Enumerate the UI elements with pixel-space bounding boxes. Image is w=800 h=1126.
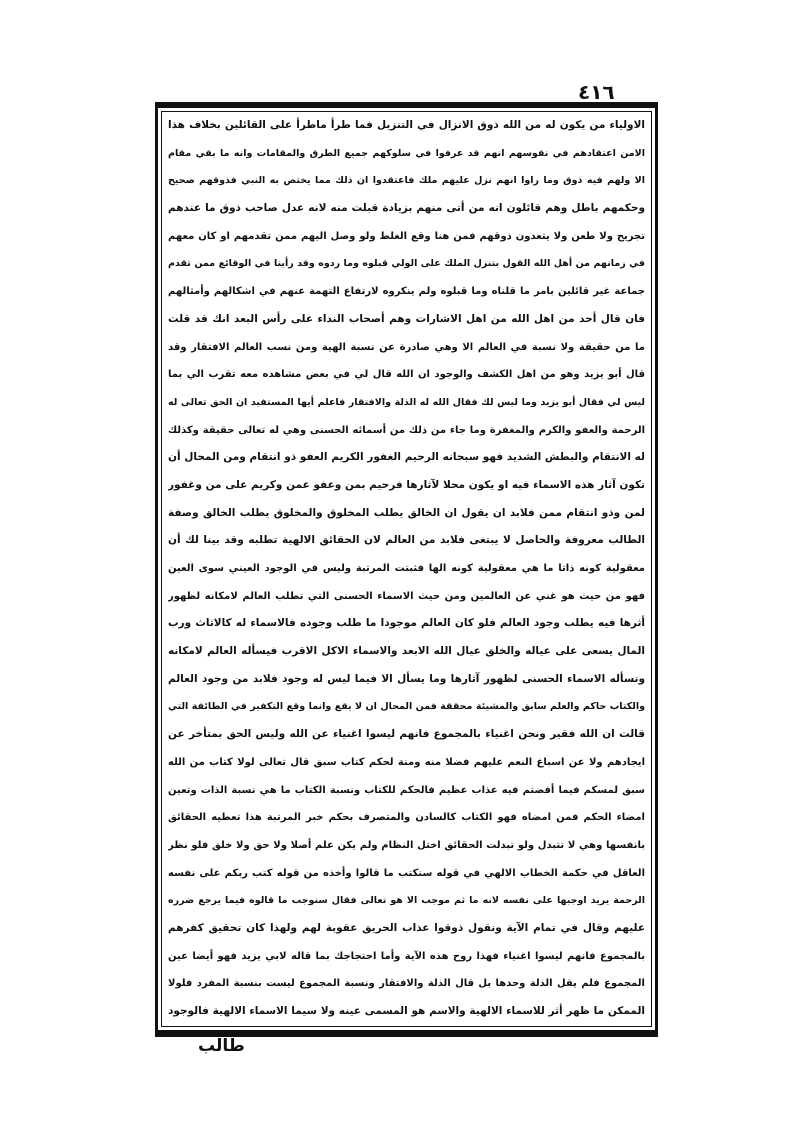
text-line: امضاء الحكم فمن امضاه فهو الكتاب كالسادن والمتصرف بحكم خبر المرتبة هذا تعطيه الحقائق [168, 812, 645, 824]
text-line: الطالب معروفة والحاصل لا يبتغى فلابد من العالم لان الحقائق الالهية تطلبه وقد بينا لك أن [168, 534, 645, 547]
text-line: تكون آثار هذه الاسماء فيه او يكون محلا لآثارها فرحيم بمن وعفو عمن وكريم على من وغفور [168, 478, 645, 491]
text-line: أثرها فيه يطلب وجود العالم فلو كان العالم موجودا ما طلب وجوده فالاسماء له كالاثاث ورب [168, 617, 645, 630]
text-line: وتسأله الاسماء الحسنى لظهور آثارها وما يسأل الا فيما ليس له وجود فلابد من وجود العالم [168, 672, 645, 685]
text-line: العاقل في حكمة الخطاب الالهي في قوله سنكتب ما قالوا وأخذه من قوله كتب ربكم على نفسه [168, 867, 645, 879]
text-line: المجموع فلم يقل الذلة وحدها بل قال الذلة والافتقار ونسبة المجموع ليست بنسبة المفرد فلولا [168, 978, 645, 990]
text-line: والكتاب حاكم والعلم سابق والمشيئة محققة فمن المحال ان لا يقع وانما وقع التكفير في الطائفة التي [168, 701, 645, 713]
text-line: الرحمة يريد اوجبها على نفسه لانه ما ثم موجب الا هو تعالى فقال سنوجب ما قالوه فيما يرجع ضرره [168, 895, 645, 907]
text-line: لمن وذو انتقام ممن فلابد ان يقول ان الخالق يطلب المخلوق والمخلوق يطلب الخالق وصفة [168, 506, 645, 519]
text-frame [155, 102, 658, 1037]
text-line: قال أبو يزيد وهو من اهل الكشف والوجود ان الله قال لي في بعض مشاهده معه تقرب الي بما [168, 369, 645, 381]
text-line: الرحمة والعفو والكرم والمغفرة وما جاء من ذلك من أسمائه الحسنى وهي له تعالى حقيقة وكذلك [168, 424, 645, 436]
text-line: معقولية كونه ذاتا ما هي معقولية كونه الها فثبتت المرتبة وليس في الوجود العيني سوى العين [168, 563, 645, 574]
text-line: الممكن ما ظهر أثر للاسماء الالهية والاسم هو المسمى عينه ولا سيما الاسماء الالهية فالوجود [168, 1005, 645, 1017]
page-number: ٤١٦ [578, 80, 615, 104]
text-line: عليهم وقال في تمام الآية ونقول ذوقوا عذاب الحريق عقوبة لهم ولهذا كان تحقيق كفرهم [168, 921, 645, 934]
text-line: ليس لي فقال أبو يزيد وما ليس لك فقال الله له الذلة والافتقار فاعلم أيها المستفيد ان الحق تعالى له [168, 396, 645, 408]
text-line: في زمانهم من أهل الله القول بتنزل الملك على الولي قبلوه وما ردوه وقد رأينا في الوقائع ممن تقدم [168, 258, 645, 270]
text-line: المال يسعى على عياله والخلق عيال الله الابعد والاسماء الاكل الاقرب فيسأله العالم لامكانه [168, 645, 645, 658]
text-line: بالمجموع فانهم ليسوا اغنياء فهذا روح هذه الآية وأما احتجاجك بما قاله لابي يزيد فهو أيضا عين [168, 950, 645, 962]
text-line: ايجادهم ولا عن اسباغ النعم عليهم فضلا منه ومنة لحكم كتاب سبق قال تعالى لولا كتاب من الله [168, 756, 645, 768]
catchword: طالب [198, 1036, 245, 1056]
text-line: قالت ان الله فقير ونحن اغنياء بالمجموع فانهم ليسوا اغنياء عن الله وليس الحق بمتأخر عن [168, 728, 645, 741]
inner-border [161, 111, 652, 1027]
text-line: فهو من حيث هو غني عن العالمين ومن حيث الاسماء الحسنى التي تطلب العالم لامكانه لظهور [168, 590, 645, 602]
body-text [168, 112, 645, 1026]
text-line: تجريح ولا طعن ولا يتعدون ذوقهم فمن هنا وقع الغلط ولو وصل اليهم ممن تقدمهم او كان معهم [168, 230, 645, 242]
text-line: فان قال أحد من اهل الله من اهل الاشارات وهم أصحاب النداء على رأس البعد انك قد قلت [168, 312, 645, 325]
text-line: بانفسها وهي لا تتبدل ولو تبدلت الحقائق اختل النظام ولم يكن علم أصلا ولا حق ولا خلق فلو نظر [168, 839, 645, 851]
text-line: الا ولهم فيه ذوق وما راوا انهم نزل عليهم ملك فاعتقدوا ان ذلك مما يختص به النبي فذوقهم صحيح [168, 175, 645, 187]
text-line: سبق لمسكم فيما أفضتم فيه عذاب عظيم فالحكم للكتاب ونسبة الكتاب ما هي نسبة الذات وتعين [168, 784, 645, 796]
text-line: وحكمهم باطل وهم قائلون انه من أتى منهم بزيادة قبلت منه لانه عدل صاحب ذوق ما عندهم [168, 202, 645, 215]
text-line: الاولياء من يكون له من الله ذوق الانزال في التنزيل فما طرأ ماطرأ على القائلين بخلاف هذا [168, 119, 645, 131]
text-line: جماعة غير قائلين بامر ما قلناه وما قبلوه ولم ينكروه لارتفاع التهمة عنهم في اشكالهم وأمثالهم [168, 286, 645, 298]
text-line: الامن اعتقادهم في نفوسهم انهم قد عرفوا في سلوكهم جميع الطرق والمقامات وانه ما بقي مقام [168, 147, 645, 159]
text-line: له الانتقام والبطش الشديد فهو سبحانه الرحيم الغفور الكريم العفو ذو انتقام ومن المحال أن [168, 451, 645, 464]
text-line: ما من حقيقة ولا نسبة في العالم الا وهي صادرة عن نسبة الهية ومن نسب العالم الافتقار وقد [168, 341, 645, 353]
